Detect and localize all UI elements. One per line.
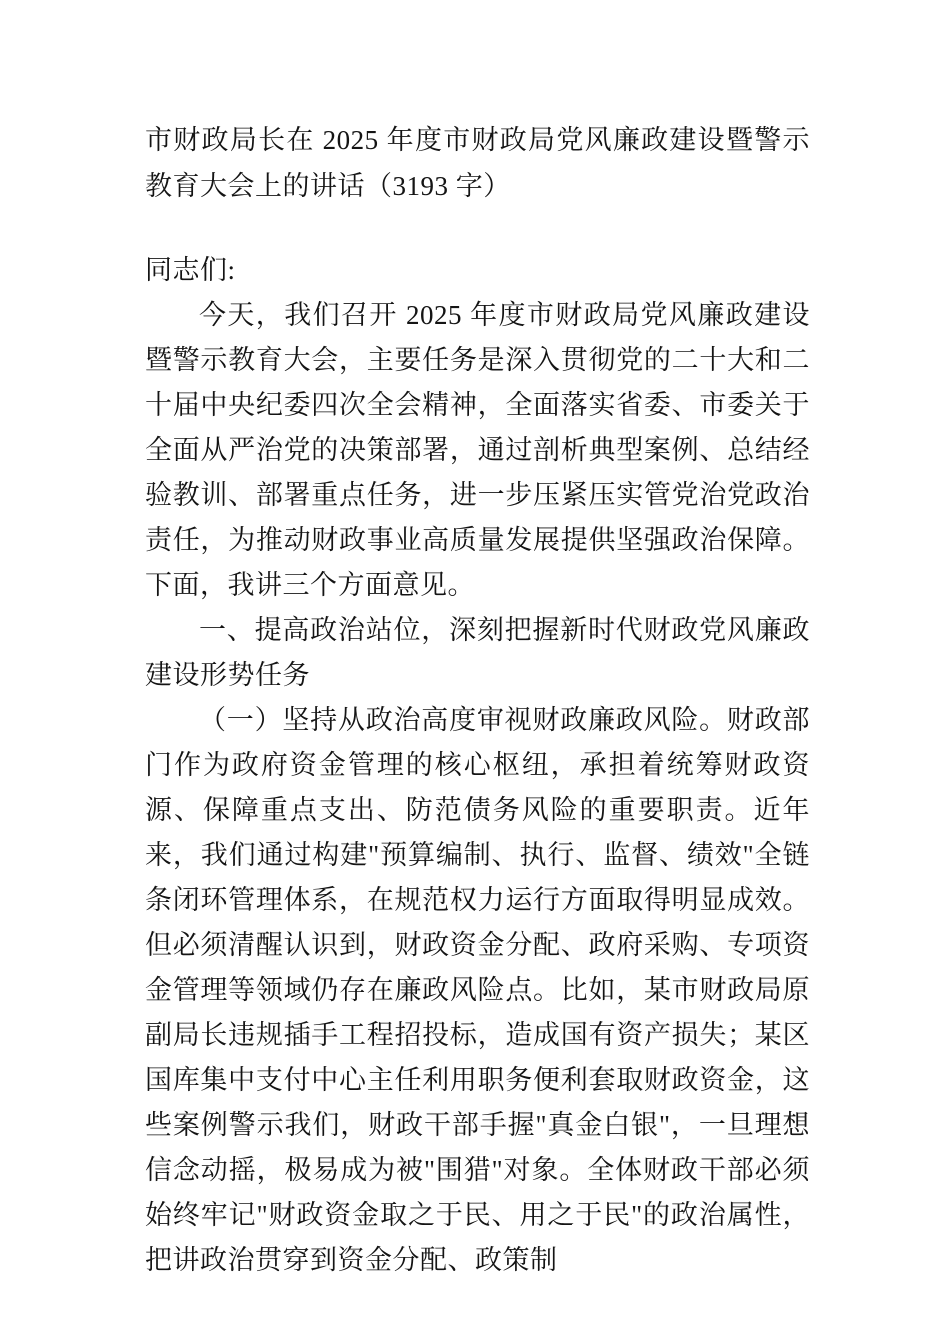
section-heading-1: 一、提高政治站位，深刻把握新时代财政党风廉政建设形势任务 bbox=[145, 615, 810, 690]
paragraph-intro: 今天，我们召开 2025 年度市财政局党风廉政建设暨警示教育大会，主要任务是深入贯彻党的二十大和二十届中央纪委四次全会精神，全面落实省委、市委关于全面从严治党的决策部署，通过剖析典型案例、总结经验教训、部署重点任务，进一步压紧压实管党治党政治责任，为推动财政事业高质量发展提供坚强政治保障。下面，我讲三个方面意见。 bbox=[145, 300, 810, 600]
document-content bbox=[145, 117, 810, 1283]
paragraph-section-1-1: （一）坚持从政治高度审视财政廉政风险。财政部门作为政府资金管理的核心枢纽，承担着统筹财政资源、保障重点支出、防范债务风险的重要职责。近年来，我们通过构建"预算编制、执行、监督、绩效"全链条闭环管理体系，在规范权力运行方面取得明显成效。但必须清醒认识到，财政资金分配、政府采购、专项资金管理等领域仍存在廉政风险点。比如，某市财政局原副局长违规插手工程招投标，造成国有资产损失；某区国库集中支付中心主任利用职务便利套取财政资金，这些案例警示我们，财政干部手握"真金白银"，一旦理想信念动摇，极易成为被"围猎"对象。全体财政干部必须始终牢记"财政资金取之于民、用之于民"的政治属性，把讲政治贯穿到资金分配、政策制 bbox=[145, 705, 810, 1275]
salutation: 同志们: bbox=[145, 255, 236, 285]
document-title: 市财政局长在 2025 年度市财政局党风廉政建设暨警示教育大会上的讲话（3193 字） bbox=[145, 125, 810, 201]
